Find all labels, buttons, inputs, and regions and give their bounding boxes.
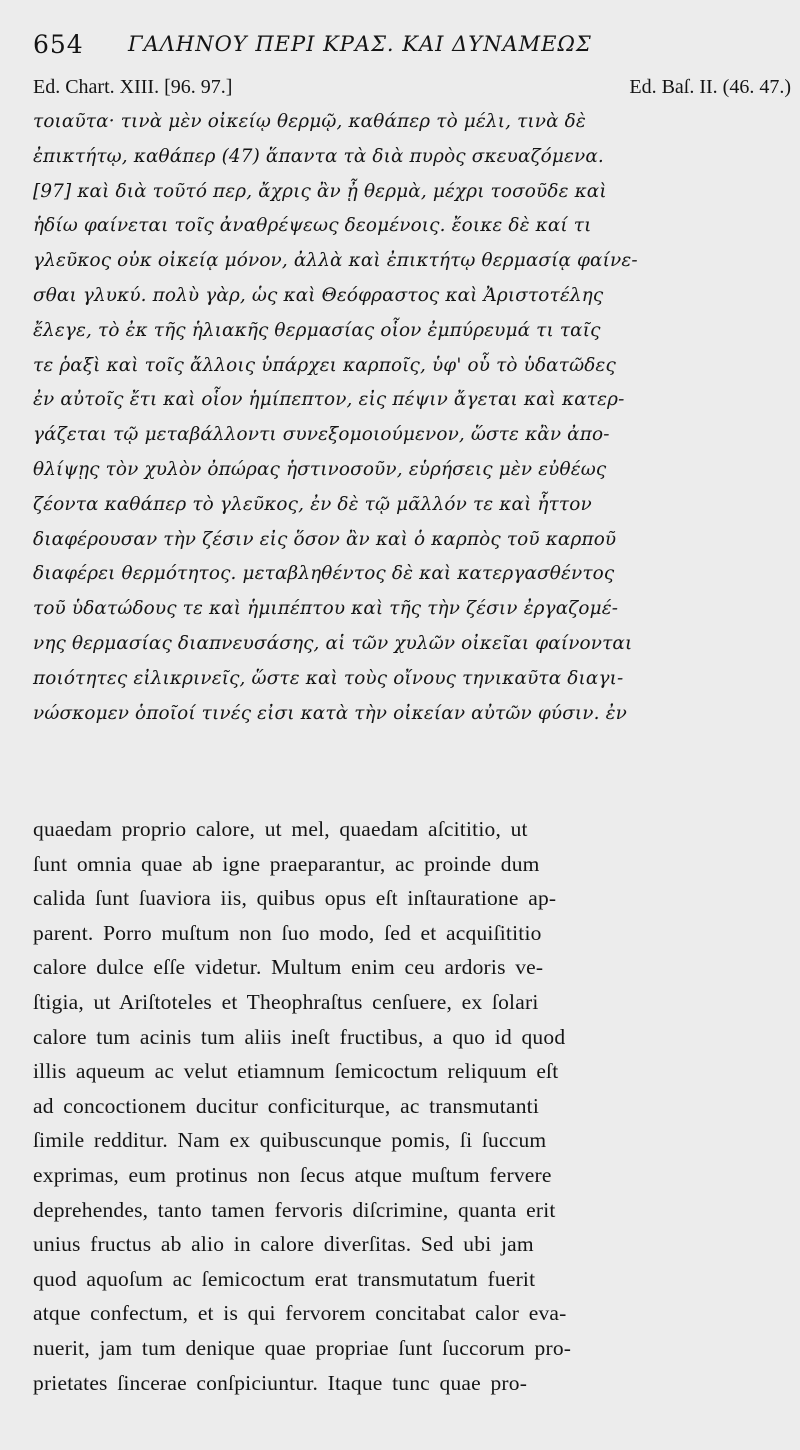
latin-text-line: calida ſunt ſuaviora iis, quibus opus eſt inſtauratione ap- <box>33 886 557 911</box>
latin-text-line: nuerit, jam tum denique quae propriae ſunt ſuccorum pro- <box>33 1335 572 1360</box>
greek-text-line: γλεῦκος οὐκ οἰκείᾳ μόνον, ἀλλὰ καὶ ἐπικτήτῳ θερμασίᾳ φαίνε- <box>33 250 638 272</box>
edition-reference-chartier: Ed. Chart. XIII. [96. 97.] <box>33 76 233 98</box>
greek-text-line: διαφέρει θερμότητος. μεταβληθέντος δὲ καὶ κατεργασθέντος <box>33 563 615 585</box>
greek-text-line: νης θερμασίας διαπνευσάσης, αἱ τῶν χυλῶν οἰκεῖαι φαίνονται <box>33 632 633 654</box>
latin-text-line: ad concoctionem ducitur conficiturque, ac transmutanti <box>33 1093 540 1118</box>
greek-text-line: θλίψῃς τὸν χυλὸν ὀπώρας ἡστινοσοῦν, εὑρήσεις μὲν εὐθέως <box>33 458 607 480</box>
latin-text-line: illis aqueum ac velut etiamnum ſemicoctum reliquum eſt <box>33 1059 559 1084</box>
latin-text-line: prietates ſincerae conſpiciuntur. Itaque tunc quae pro- <box>33 1370 528 1395</box>
greek-text-line: σθαι γλυκύ. πολὺ γὰρ, ὡς καὶ Θεόφραστος καὶ Ἀριστοτέλης <box>33 284 604 306</box>
greek-text-line: ἔλεγε, τὸ ἐκ τῆς ἡλιακῆς θερμασίας οἷον ἐμπύρευμά τι ταῖς <box>33 319 601 341</box>
greek-text-line: [97] καὶ διὰ τοῦτό περ, ἄχρις ἂν ᾖ θερμὰ, μέχρι τοσοῦδε καὶ <box>33 180 607 202</box>
latin-text-line: calore tum acinis tum aliis ineſt fructibus, a quo id quod <box>33 1024 566 1049</box>
latin-text-line: atque confectum, et is qui fervorem concitabat calor eva- <box>33 1301 567 1326</box>
latin-text-line: exprimas, eum protinus non ſecus atque muſtum fervere <box>33 1162 552 1187</box>
latin-text-line: ſtigia, ut Ariſtoteles et Theophraſtus cenſuere, ex ſolari <box>33 989 539 1014</box>
latin-text-line: ſunt omnia quae ab igne praeparantur, ac proinde dum <box>33 851 540 876</box>
greek-text-line: τοιαῦτα· τινὰ μὲν οἰκείῳ θερμῷ, καθάπερ τὸ μέλι, τινὰ δὲ <box>33 111 586 132</box>
latin-text-line: unius fructus ab alio in calore diverſitas. Sed ubi jam <box>33 1232 534 1257</box>
greek-text-line: ἐν αὐτοῖς ἔτι καὶ οἷον ἡμίπεπτον, εἰς πέψιν ἄγεται καὶ κατερ- <box>33 389 625 411</box>
page-header <box>33 26 793 66</box>
greek-text-line: τοῦ ὑδατώδους τε καὶ ἡμιπέπτου καὶ τῆς τὴν ζέσιν ἐργαζομέ- <box>33 598 619 620</box>
latin-text-line: deprehendes, tanto tamen fervoris diſcrimine, quanta erit <box>33 1197 556 1222</box>
page-number: 654 <box>33 30 84 59</box>
greek-text-line: ἡδίω φαίνεται τοῖς ἀναθρέψεως δεομένοις. ἔοικε δὲ καί τι <box>33 215 592 237</box>
running-title: ΓΑΛΗΝΟΥ ΠΕΡΙ ΚΡΑΣ. ΚΑΙ ΔΥΝΑΜΕΩΣ <box>128 32 592 56</box>
latin-text-line: quaedam proprio calore, ut mel, quaedam aſcititio, ut <box>33 817 528 841</box>
greek-text-line: ἐπικτήτῳ, καθάπερ (47) ἅπαντα τὰ διὰ πυρὸς σκευαζόμενα. <box>33 145 604 167</box>
greek-text-line: ποιότητες εἰλικρινεῖς, ὥστε καὶ τοὺς οἴνους τηνικαῦτα διαγι- <box>33 667 624 689</box>
greek-text-line: ζέοντα καθάπερ τὸ γλεῦκος, ἐν δὲ τῷ μᾶλλόν τε καὶ ἧττον <box>33 493 592 515</box>
latin-text-line: ſimile redditur. Nam ex quibuscunque pomis, ſi ſuccum <box>33 1128 547 1153</box>
greek-text-line: νώσκομεν ὁποῖοί τινές εἰσι κατὰ τὴν οἰκείαν αὐτῶν φύσιν. ἐν <box>33 702 627 724</box>
latin-text-line: calore dulce eſſe videtur. Multum enim ceu ardoris ve- <box>33 955 544 980</box>
greek-text-line: τε ῥαξὶ καὶ τοῖς ἄλλοις ὑπάρχει καρποῖς, ὑφ' οὗ τὸ ὑδατῶδες <box>33 354 616 376</box>
latin-text-line: quod aquoſum ac ſemicoctum erat transmutatum fuerit <box>33 1266 536 1291</box>
greek-text-line: γάζεται τῷ μεταβάλλοντι συνεξομοιούμενον, ὥστε κἂν ἀπο- <box>33 424 610 446</box>
latin-text-block <box>33 812 793 1400</box>
greek-text-block <box>33 105 773 731</box>
edition-reference-basel: Ed. Baſ. II. (46. 47.) <box>629 76 791 98</box>
latin-text-line: parent. Porro muſtum non ſuo modo, ſed et acquiſititio <box>33 920 542 945</box>
greek-text-line: διαφέρουσαν τὴν ζέσιν εἰς ὅσον ἂν καὶ ὁ καρπὸς τοῦ καρποῦ <box>33 528 617 550</box>
edition-reference-line <box>33 76 791 102</box>
